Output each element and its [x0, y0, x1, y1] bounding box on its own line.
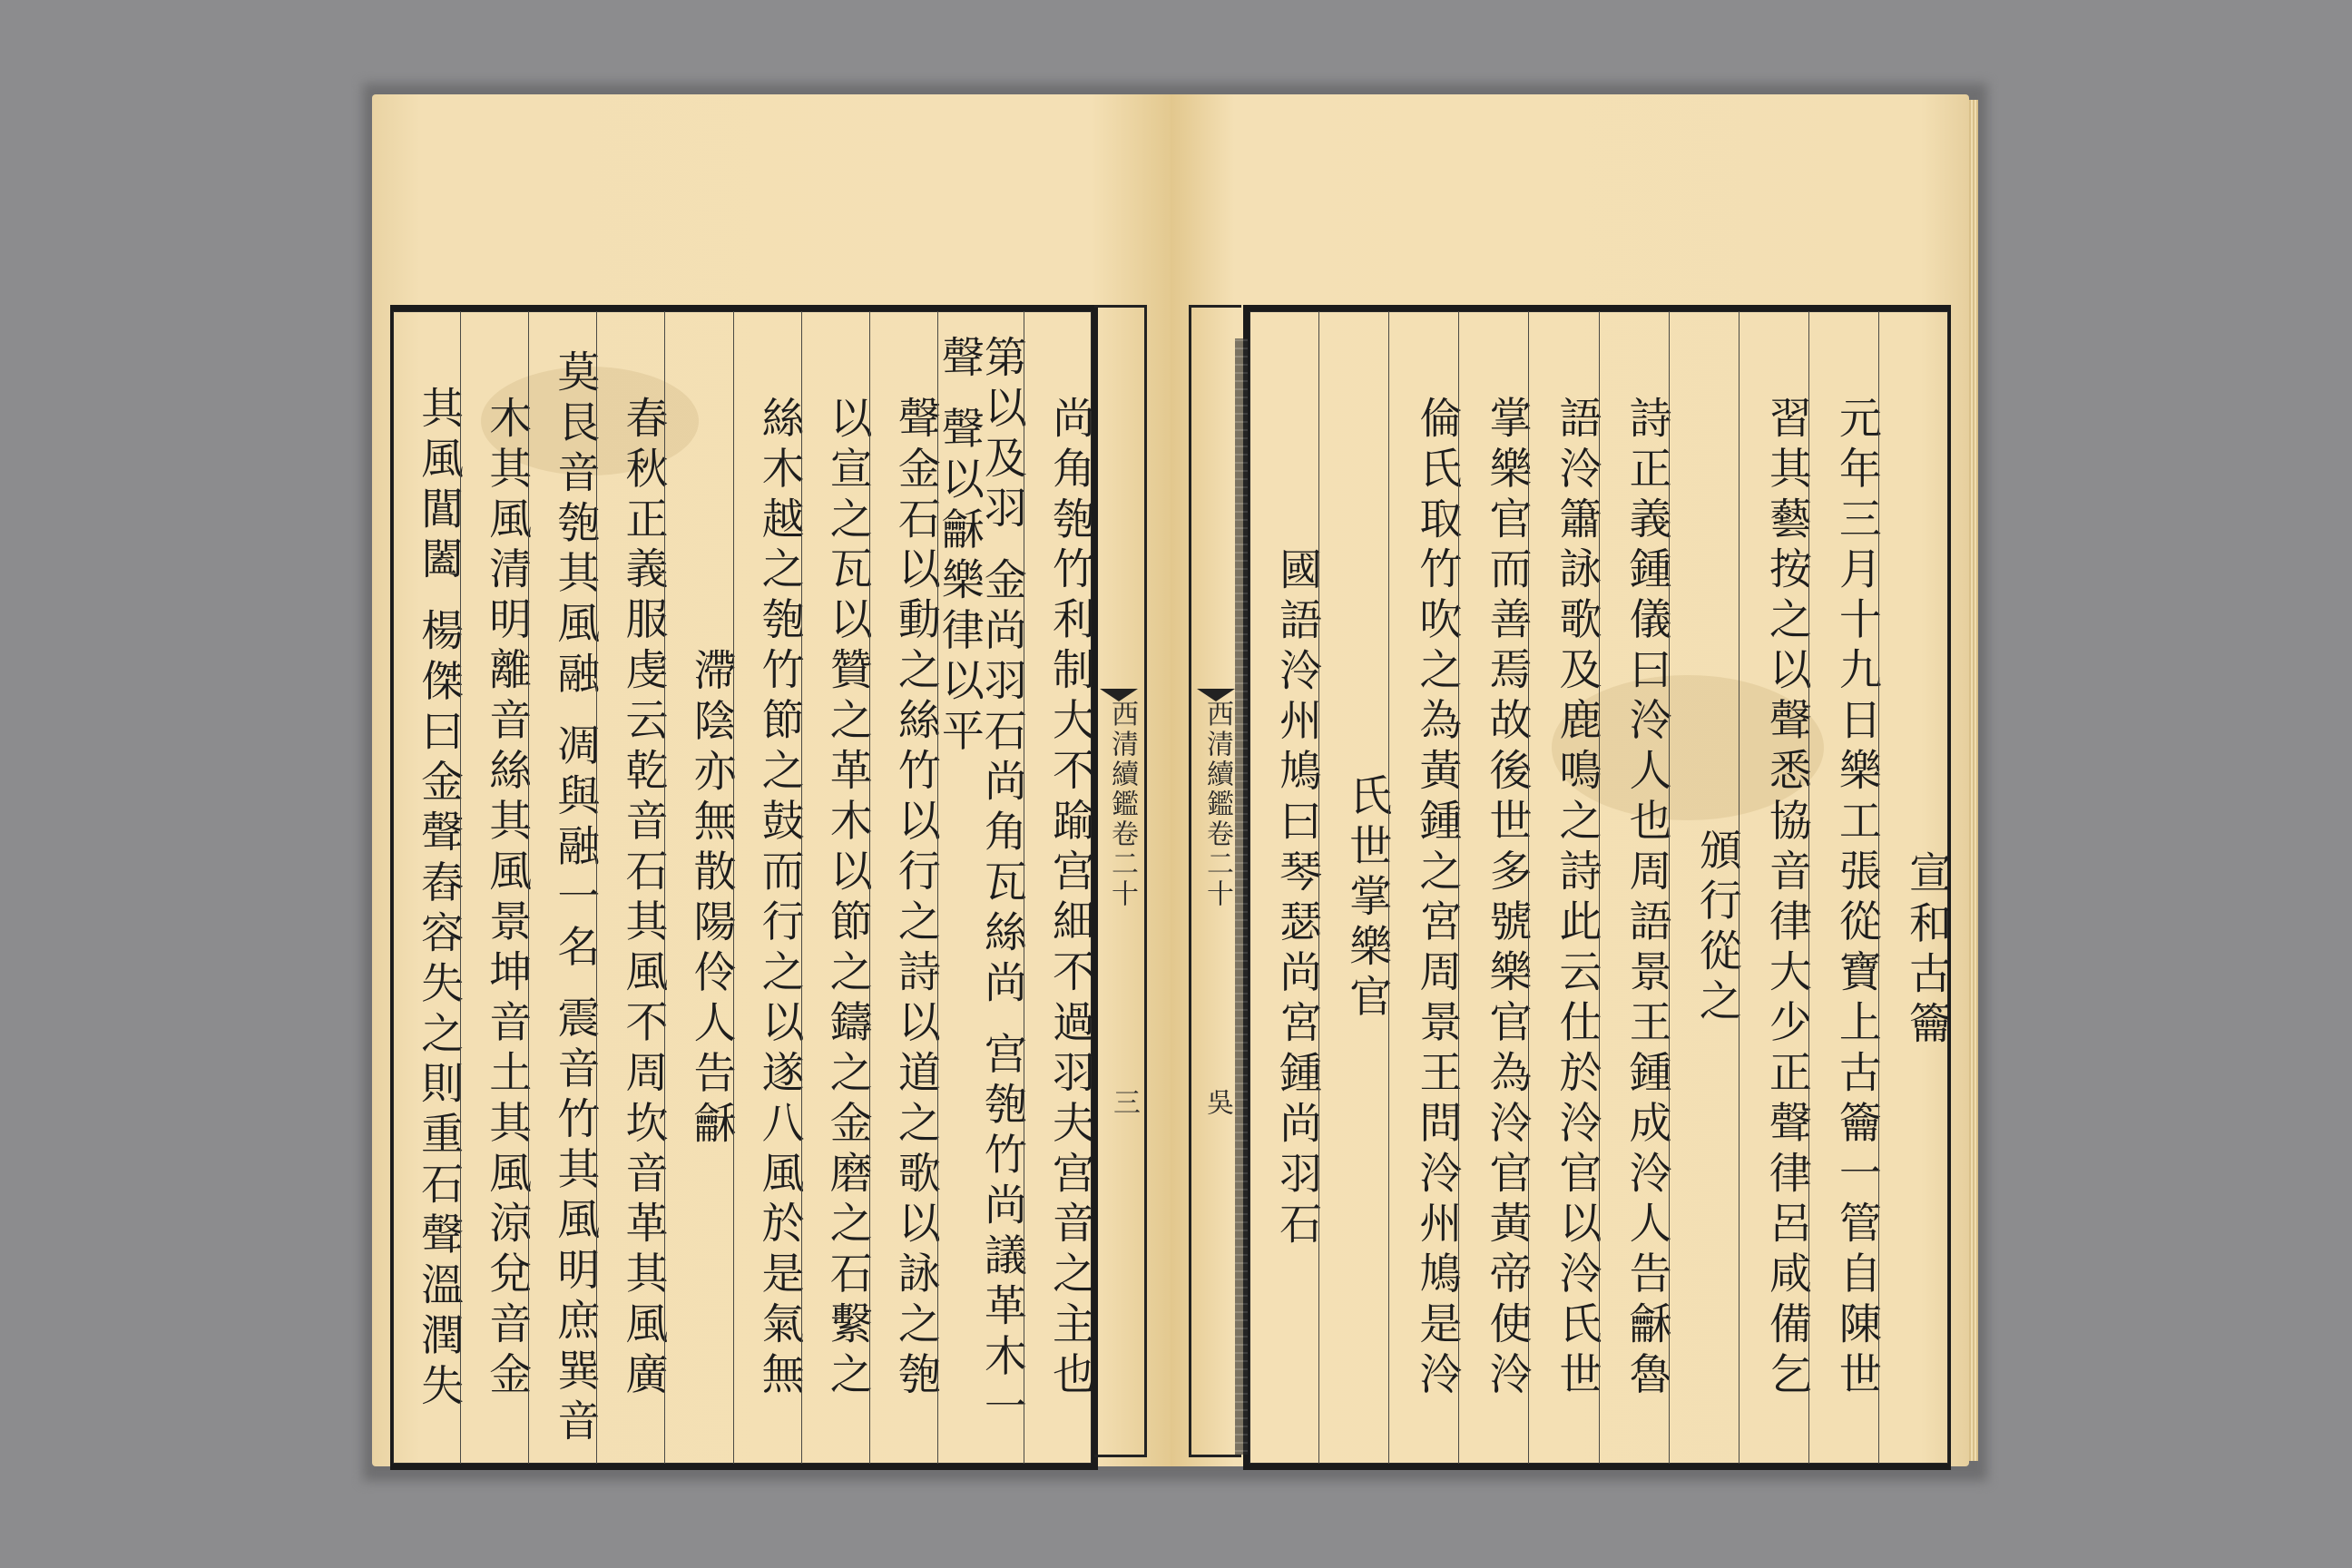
- right-text-columns: [1250, 311, 1952, 1464]
- open-book: [372, 94, 1969, 1466]
- text-column: 滯陰亦無散陽伶人告龢: [664, 311, 732, 1464]
- text-column: 詩正義鍾儀曰泠人也周語景王鍾成泠人告龢魯: [1599, 311, 1669, 1464]
- text-column: 習其藝按之以聲悉協音律大少正聲律呂咸備乞: [1739, 311, 1808, 1464]
- right-text-frame: [1243, 305, 1951, 1470]
- text-column: 其風閶闔 楊傑曰金聲舂容失之則重石聲溫潤失: [414, 385, 465, 1414]
- text-column: 國語泠州鳩曰琴瑟尚宮鍾尚羽石: [1272, 546, 1323, 1252]
- text-column: 氏世掌樂官: [1318, 311, 1388, 1464]
- right-page: [1171, 94, 1969, 1466]
- left-page-number: 三: [1108, 1088, 1140, 1118]
- text-column: 絲木越之匏竹節之鼓而行之以遂八風於是氣無: [733, 311, 801, 1464]
- left-text-columns: [393, 311, 1095, 1464]
- text-column: 倫氏取竹吹之為黃鍾之宮周景王問泠州鳩是泠: [1388, 311, 1458, 1464]
- text-column: 語泠簫詠歌及鹿鳴之詩此云仕於泠官以泠氏世: [1528, 311, 1598, 1464]
- text-column: 掌樂官而善焉故後世多號樂官為泠官黃帝使泠: [1458, 311, 1528, 1464]
- page-edges: [1969, 100, 1978, 1461]
- left-page: [372, 94, 1171, 1466]
- text-column: 第以及羽 金尚羽石尚角瓦絲尚 宫匏竹尚議革木一聲 聲以龢樂律以平: [937, 311, 1024, 1464]
- text-column: 頒行從之: [1669, 311, 1739, 1464]
- text-column: 尚角匏竹利制大不踰宫細不過羽夫宫音之主也: [1024, 311, 1092, 1464]
- text-column: 木其風清明離音絲其風景坤音土其風涼兌音金: [460, 311, 528, 1464]
- left-center-title: 西清續鑑卷二十: [1106, 700, 1138, 909]
- left-text-frame: [390, 305, 1098, 1470]
- text-column: 聲金石以動之絲竹以行之詩以道之歌以詠之匏: [869, 311, 937, 1464]
- text-column: 莫艮音匏其風融 凋與融一名 震音竹其風明庶巽音: [528, 311, 596, 1464]
- text-column: 宣和古籥: [1878, 311, 1948, 1464]
- right-page-number: 吳: [1201, 1088, 1233, 1118]
- right-center-title: 西清續鑑卷二十: [1201, 700, 1233, 909]
- text-column: 以宣之瓦以贊之革木以節之鑄之金磨之石繫之: [801, 311, 869, 1464]
- text-column: 元年三月十九日樂工張從寶上古籥一管自陳世: [1808, 311, 1878, 1464]
- left-page-center-strip: [1094, 305, 1147, 1457]
- right-page-center-strip: [1189, 305, 1241, 1457]
- text-column: 春秋正義服虔云乾音石其風不周坎音革其風廣: [596, 311, 664, 1464]
